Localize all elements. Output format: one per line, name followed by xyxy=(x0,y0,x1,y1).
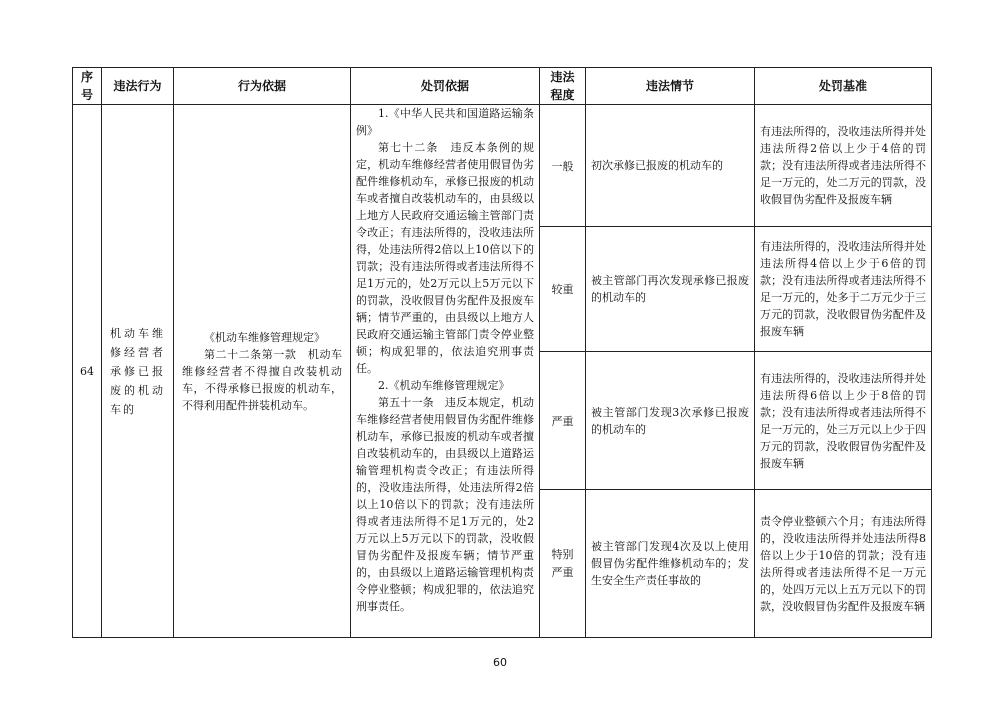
basis-title: 《机动车维修管理规定》 xyxy=(204,330,325,344)
level-circumstance: 初次承修已报废的机动车的 xyxy=(591,159,723,172)
row-behavior-cell xyxy=(102,105,174,638)
level-circumstance: 被主管部门发现4次及以上使用假冒伪劣配件维修机动车的；发生安全生产责任事故的 xyxy=(591,540,749,587)
level-circumstance: 被主管部门再次发现承修已报废的机动车的 xyxy=(591,274,749,304)
level-circumstance-cell xyxy=(586,352,755,490)
level-standard-cell xyxy=(755,490,932,638)
punish-basis-p1-text: 第七十二条 违反本条例的规定，机动车维修经营者使用假冒伪劣配件维修机动车，承修已报废的机动车或者擅自改装机动车的，由县级以上地方人民政府交通运输主管部门责令改正；有违法所得的，没收违法所得，处违法所得2倍以上10倍以下的罚款；没有违法所得或者违法所得不足1万元的，处2万元以上5万元以下的罚款，没收假冒伪劣配件及报废车辆；情节严重的，由县级以上地方人民政府交通运输主管部门责令停业整顿；构成犯罪的，依法追究刑事责任。 xyxy=(356,141,534,375)
level-standard: 有违法所得的，没收违法所得并处违法所得6倍以上少于8倍的罚款；没有违法所得或者违法所得不足一万元的，处三万元以上少于四万元的罚款，没收假冒伪劣配件及报废车辆 xyxy=(760,371,926,470)
header-index: 序号 xyxy=(73,68,102,105)
page-number: 60 xyxy=(493,656,507,669)
punish-basis-p1-title: 1.《中华人民共和国道路运输条例》 xyxy=(356,107,534,137)
row-behavior: 机动车维修经营者承修已报废的机动车的 xyxy=(110,326,165,416)
level-circumstance-cell xyxy=(586,105,755,227)
table-row xyxy=(73,105,932,227)
header-basis: 行为依据 xyxy=(174,68,351,105)
punish-basis-p2-title: 2.《机动车维修管理规定》 xyxy=(378,379,510,392)
basis-text: 第二十二条第一款 机动车维修经营者不得擅自改装机动车，不得承修已报废的机动车，不得利用配件拼装机动车。 xyxy=(182,347,342,412)
row-basis-cell xyxy=(174,105,351,638)
header-behavior: 违法行为 xyxy=(102,68,174,105)
level-standard-cell xyxy=(755,105,932,227)
level-circumstance: 被主管部门发现3次承修已报废的机动车的 xyxy=(591,405,749,436)
level-standard-cell xyxy=(755,352,932,490)
level-degree: 较重 xyxy=(540,227,586,352)
level-degree: 特别严重 xyxy=(551,547,574,579)
level-circumstance-cell xyxy=(586,227,755,352)
header-circumstance: 违法情节 xyxy=(586,68,755,105)
row-punish-basis-cell xyxy=(351,105,540,638)
punish-basis-p2-text: 第五十一条 违反本规定，机动车维修经营者使用假冒伪劣配件维修机动车，承修已报废的机动车或者擅自改装机动车的，由县级以上道路运输管理机构责令改正；有违法所得的，没收违法所得，处违法所得2倍以上10倍以下的罚款；没有违法所得或者违法所得不足1万元的，处2万元以上5万元以下的罚款，没收假冒伪劣配件及报废车辆；情节严重的，由县级以上道路运输管理机构责令停业整顿；构成犯罪的，依法追究刑事责任。 xyxy=(356,396,534,613)
level-standard-cell xyxy=(755,227,932,352)
level-degree: 一般 xyxy=(540,105,586,227)
level-standard: 责令停业整顿六个月；有违法所得的，没收违法所得并处违法所得8倍以上少于10倍的罚款；没有违法所得或者违法所得不足一万元的，处四万元以上五万元以下的罚款，没收假冒伪劣配件及报废车辆 xyxy=(760,514,926,613)
level-circumstance-cell xyxy=(586,490,755,638)
level-degree: 严重 xyxy=(540,352,586,490)
header-standard: 处罚基准 xyxy=(755,68,932,105)
header-row xyxy=(73,68,932,105)
level-degree-cell xyxy=(540,490,586,638)
penalty-standard-table xyxy=(72,67,932,638)
level-standard: 有违法所得的，没收违法所得并处违法所得2倍以上少于4倍的罚款；没有违法所得或者违法所得不足一万元的，处二万元的罚款，没收假冒伪劣配件及报废车辆 xyxy=(760,125,926,206)
level-standard: 有违法所得的，没收违法所得并处违法所得4倍以上少于6倍的罚款；没有违法所得或者违法所得不足一万元的，处多于二万元少于三万元的罚款，没收假冒伪劣配件及报废车辆 xyxy=(760,240,926,338)
header-degree: 违法程度 xyxy=(540,68,586,105)
row-index: 64 xyxy=(73,105,102,638)
header-punish-basis: 处罚依据 xyxy=(351,68,540,105)
